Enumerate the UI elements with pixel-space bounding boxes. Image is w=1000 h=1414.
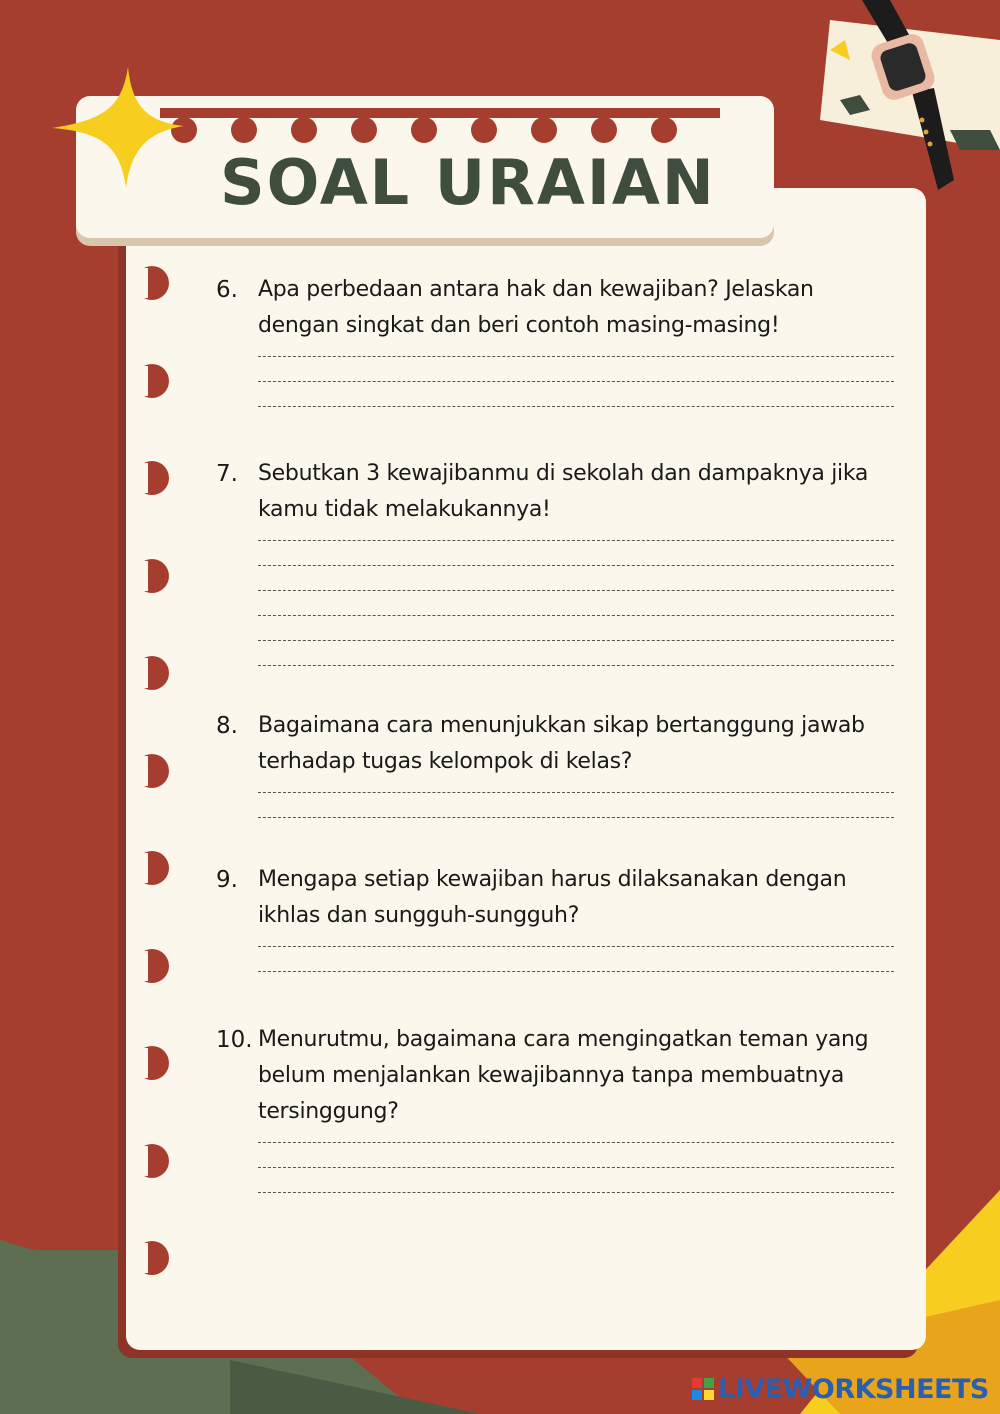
- answer-line[interactable]: [258, 817, 894, 818]
- question-number: 10.: [216, 1027, 253, 1053]
- liveworksheets-logo[interactable]: [692, 1372, 989, 1406]
- question-text: Sebutkan 3 kewajibanmu di sekolah dan dampaknya jika kamu tidak melakukannya!: [258, 461, 869, 522]
- watch-icon: [812, 0, 1000, 200]
- answer-line[interactable]: [258, 615, 894, 616]
- answer-lines[interactable]: [258, 946, 896, 972]
- answer-line[interactable]: [258, 406, 894, 407]
- question-number: 9.: [216, 867, 238, 893]
- sparkle-star-icon: [48, 62, 188, 192]
- answer-line[interactable]: [258, 1167, 894, 1168]
- answer-line[interactable]: [258, 946, 894, 947]
- page-title: SOAL URAIAN: [220, 146, 716, 219]
- answer-line[interactable]: [258, 640, 894, 641]
- answer-line[interactable]: [258, 792, 894, 793]
- question-10: [216, 1022, 896, 1217]
- header-binding-holes: [160, 108, 720, 148]
- answer-line[interactable]: [258, 356, 894, 357]
- answer-lines[interactable]: [258, 1142, 896, 1193]
- question-number: 8.: [216, 713, 238, 739]
- question-text: Menurutmu, bagaimana cara mengingatkan teman yang belum menjalankan kewajibannya tanpa membuatnya tersinggung?: [258, 1027, 869, 1124]
- answer-line[interactable]: [258, 565, 894, 566]
- logo-text: LIVEWORKSHEETS: [718, 1373, 989, 1405]
- question-8: [216, 708, 896, 842]
- answer-lines[interactable]: [258, 792, 896, 818]
- answer-lines[interactable]: [258, 356, 896, 407]
- question-text: Apa perbedaan antara hak dan kewajiban? Jelaskan dengan singkat dan beri contoh masing-masing!: [258, 277, 814, 338]
- question-number: 6.: [216, 277, 238, 303]
- answer-line[interactable]: [258, 590, 894, 591]
- question-text: Bagaimana cara menunjukkan sikap bertanggung jawab terhadap tugas kelompok di kelas?: [258, 713, 865, 774]
- answer-line[interactable]: [258, 1142, 894, 1143]
- question-number: 7.: [216, 461, 238, 487]
- answer-line[interactable]: [258, 381, 894, 382]
- answer-line[interactable]: [258, 1192, 894, 1193]
- question-6: [216, 272, 896, 431]
- answer-line[interactable]: [258, 540, 894, 541]
- question-text: Mengapa setiap kewajiban harus dilaksanakan dengan ikhlas dan sungguh-sungguh?: [258, 867, 847, 928]
- question-9: [216, 862, 896, 996]
- answer-lines[interactable]: [258, 540, 896, 666]
- answer-line[interactable]: [258, 971, 894, 972]
- answer-line[interactable]: [258, 665, 894, 666]
- logo-grid-icon: [692, 1378, 714, 1400]
- question-7: [216, 456, 896, 690]
- spiral-binding: [126, 188, 186, 1350]
